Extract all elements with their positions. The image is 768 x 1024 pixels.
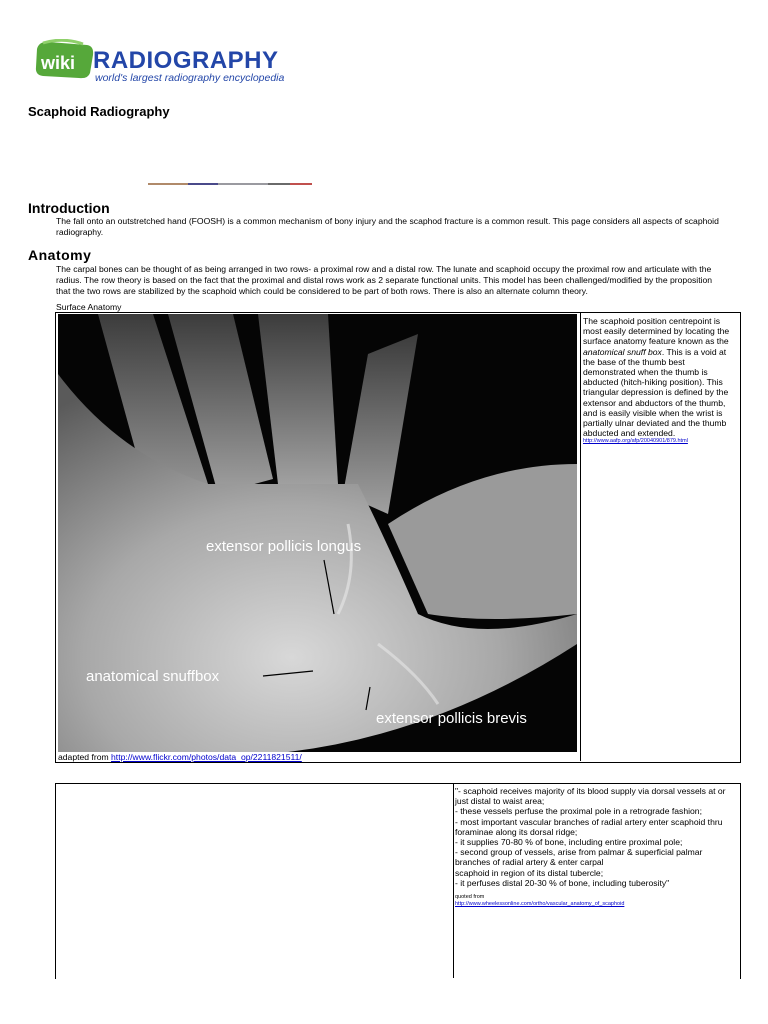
label-extensor-pollicis-brevis: extensor pollicis brevis: [376, 710, 527, 727]
anatomy-heading: Anatomy: [28, 247, 92, 263]
description-emphasis: anatomical snuff box: [583, 346, 662, 357]
quote-line: - most important vascular branches of radial artery enter scaphoid thru foraminae along its dorsal ridge;: [455, 816, 723, 837]
wiki-badge-icon: [33, 39, 95, 79]
blood-supply-quote: [455, 786, 737, 908]
introduction-text: The fall onto an outstretched hand (FOOSH) is a common mechanism of bony injury and the scaphod fracture is a common result. This page considers all aspects of scaphoid radiography.: [56, 216, 719, 237]
surface-anatomy-label: Surface Anatomy: [56, 302, 122, 312]
description-text-2: . This is a void at the base of the thumb best demonstrated when the thumb is abducted (hitch-hiking position). This triangular depression is defined by the extensor and abductors of the thumb, and is easily visible when the wrist is partially ulnar deviated and the thumb abducted and extended.: [583, 346, 729, 439]
caption-prefix: adapted from: [58, 752, 109, 762]
brand-name: RADIOGRAPHY: [93, 47, 279, 74]
caption-link[interactable]: http://www.flickr.com/photos/data_op/2211821511/: [111, 752, 302, 762]
site-logo[interactable]: [33, 37, 293, 87]
wheeless-link[interactable]: http://www.wheelessonline.com/ortho/vascular_anatomy_of_scaphoid: [455, 901, 625, 908]
quote-line: - it perfuses distal 20-30 % of bone, including tuberosity": [455, 877, 670, 888]
photo-caption: [58, 752, 302, 762]
page-title: Scaphoid Radiography: [28, 104, 170, 119]
anatomy-text: The carpal bones can be thought of as being arranged in two rows- a proximal row and a distal row. The lunate and scaphoid occupy the proximal row and articulate with the radius. The row theory is based on the fact that the proximal and distal rows work as 2 separate functional units. This model has been challenged/modified by the proposition that the two rows are stabilized by the scaphoid which could be considered to be part of both rows. There is also an alternate column theory.: [56, 264, 713, 296]
brand-tagline: world's largest radiography encyclopedia: [95, 72, 285, 84]
quote-line: "- scaphoid receives majority of its blood supply via dorsal vessels at or just distal to waist area;: [455, 786, 726, 807]
decorative-divider: [148, 183, 312, 185]
aafp-link[interactable]: http://www.aafp.org/afp/20040901/879.html: [583, 438, 688, 445]
quote-line: - these vessels perfuse the proximal pole in a retrograde fashion;: [455, 806, 702, 817]
description-text-1: The scaphoid position centrepoint is most easily determined by locating the surface anatomy feature known as the: [583, 316, 730, 347]
quoted-from-label: quoted from: [455, 894, 485, 901]
label-extensor-pollicis-longus: extensor pollicis longus: [206, 538, 362, 555]
table-divider: [580, 312, 581, 761]
label-anatomical-snuffbox: anatomical snuffbox: [86, 668, 220, 685]
hand-photo: [58, 314, 577, 752]
quote-line: - second group of vessels, arise from palmar & superficial palmar branches of radial artery & enter carpal: [455, 847, 703, 868]
quote-line: - it supplies 70-80 % of bone, including entire proximal pole;: [455, 837, 683, 848]
wiki-badge-text: wiki: [41, 53, 76, 73]
surface-anatomy-description: [583, 316, 739, 445]
blood-supply-divider: [453, 783, 454, 978]
introduction-heading: Introduction: [28, 200, 110, 216]
quote-line: scaphoid in region of its distal tubercle;: [455, 867, 604, 878]
